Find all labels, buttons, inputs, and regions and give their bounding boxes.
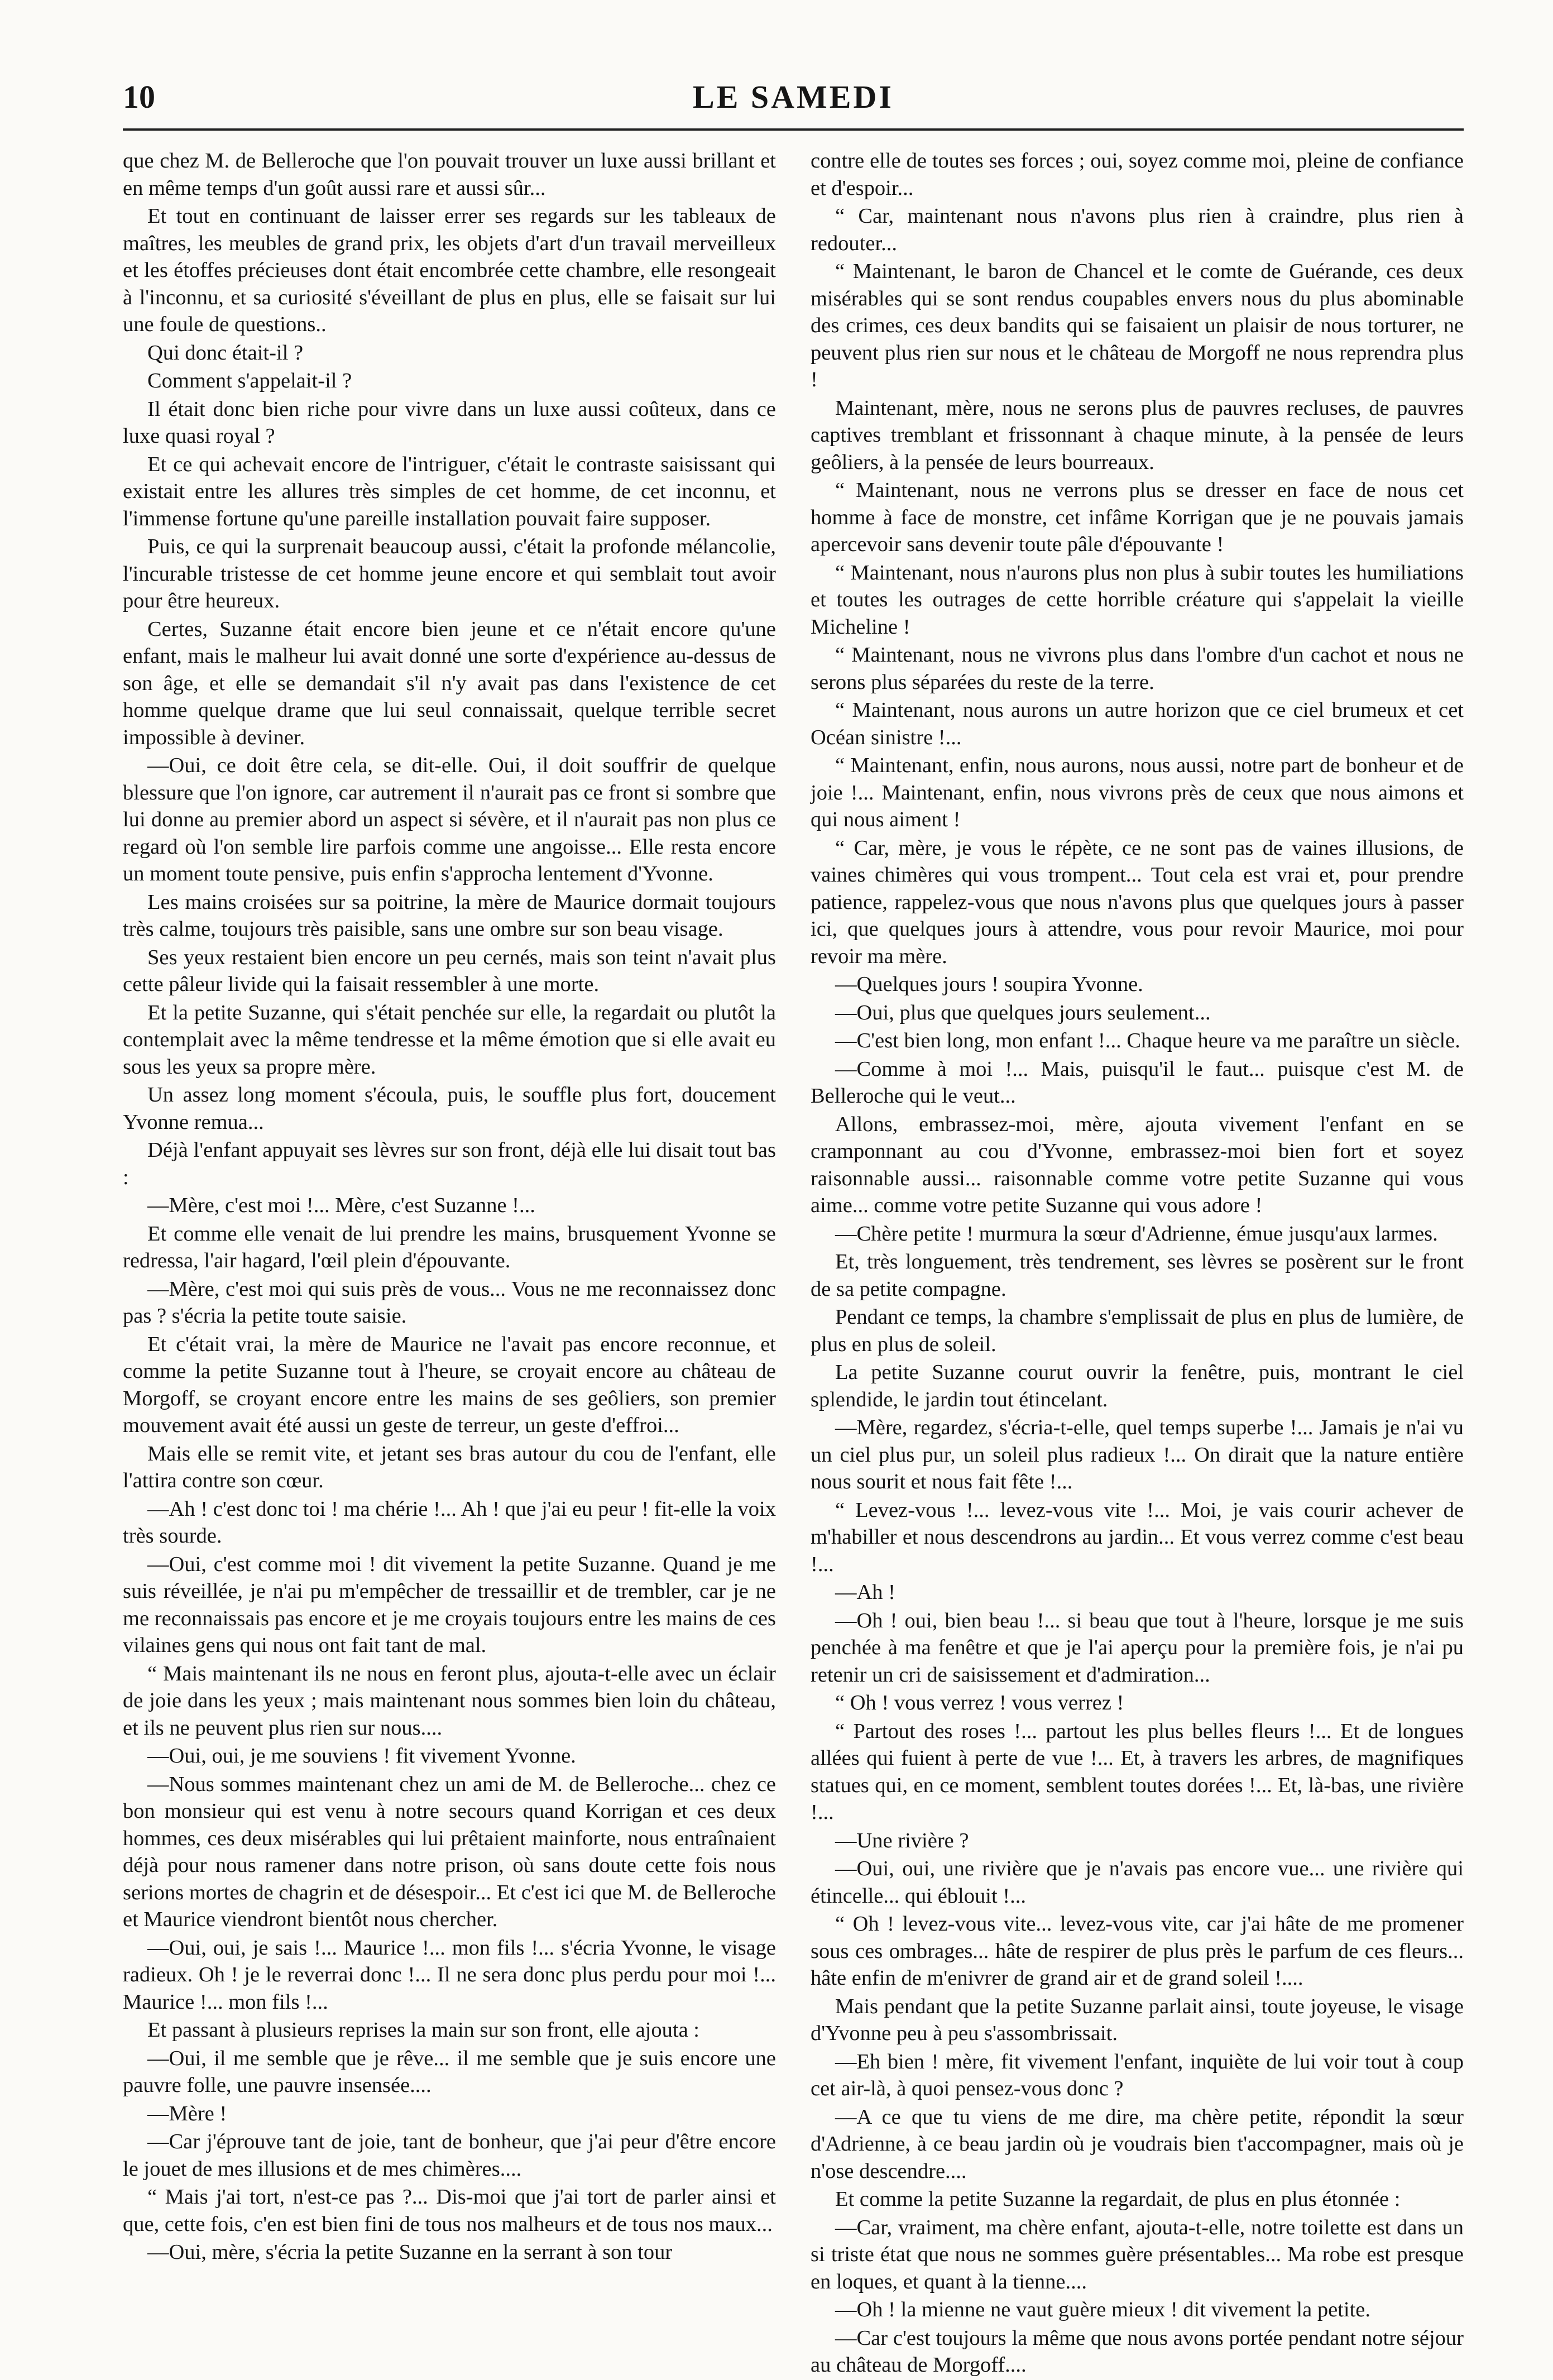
paragraph: Et comme elle venait de lui prendre les mains, brusquement Yvonne se redressa, l'air hagard, l'œil plein d'épouvante. xyxy=(123,1222,776,1272)
paragraph: —Car, vraiment, ma chère enfant, ajouta-t-elle, notre toilette est dans un si triste état que nous ne sommes guère présentables... Ma robe est presque en loques, et quant à la tienne.... xyxy=(811,2215,1464,2293)
paragraph: Qui donc était-il ? xyxy=(147,341,304,365)
paragraph: “ Levez-vous !... levez-vous vite !... Moi, je vais courir achever de m'habiller et nous descendrons au jardin... Et vous verrez comme c'est beau !... xyxy=(811,1498,1464,1576)
paragraph: —Mère, regardez, s'écria-t-elle, quel temps superbe !... Jamais je n'ai vu un ciel plus pur, un soleil plus radieux !... On dirait que la nature entière nous sourit et nous fait fête !... xyxy=(811,1416,1464,1493)
paragraph: “ Oh ! vous verrez ! vous verrez ! xyxy=(835,1691,1124,1715)
paragraph: que chez M. de Belleroche que l'on pouvait trouver un luxe aussi brillant et en même temps d'un goût aussi rare et aussi sûr... xyxy=(123,149,776,200)
paragraph: —A ce que tu viens de me dire, ma chère petite, répondit la sœur d'Adrienne, à ce beau jardin où je voudrais bien t'accompagner, mais où je n'ose descendre.... xyxy=(811,2105,1464,2183)
paragraph: —Oui, c'est comme moi ! dit vivement la petite Suzanne. Quand je me suis réveillée, je n'ai pu m'empêcher de tressaillir et de trembler, car je ne me reconnaissais pas encore et je me croyais toujours entre les mains de ces vilaines gens qui nous ont fait tant de mal. xyxy=(123,1552,776,1657)
paragraph: “ Maintenant, nous aurons un autre horizon que ce ciel brumeux et cet Océan sinistre !... xyxy=(811,698,1464,749)
paragraph: —Quelques jours ! soupira Yvonne. xyxy=(835,973,1143,996)
paragraph: —Comme à moi !... Mais, puisqu'il le faut... puisque c'est M. de Belleroche qui le veut... xyxy=(811,1057,1464,1108)
paragraph: —Ah ! c'est donc toi ! ma chérie !... Ah ! que j'ai eu peur ! fit-elle la voix très sourde. xyxy=(123,1497,776,1548)
paragraph: —Oui, plus que quelques jours seulement... xyxy=(835,1000,1211,1024)
paragraph: “ Maintenant, le baron de Chancel et le comte de Guérande, ces deux misérables qui se sont rendus coupables envers nous du plus abominable des crimes, ces deux bandits qui se faisaient un plaisir de nous torturer, ne peuvent plus rien sur nous et le château de Morgoff ne nous reprendra plus ! xyxy=(811,260,1464,391)
paragraph: —Nous sommes maintenant chez un ami de M. de Belleroche... chez ce bon monsieur qui est venu à notre secours quand Korrigan et ces deux hommes, ces deux misérables qui lui prêtaient mainforte, nous entraînaient déjà pour nous ramener dans notre prison, où sans doute cette fois nous serions mortes de chagrin et de désespoir... Et c'est ici que M. de Belleroche et Maurice viendront bientôt nous chercher. xyxy=(123,1772,776,1931)
paragraph: Un assez long moment s'écoula, puis, le souffle plus fort, doucement Yvonne remua... xyxy=(123,1083,776,1134)
paragraph: Et comme la petite Suzanne la regardait, de plus en plus étonnée : xyxy=(835,2187,1401,2211)
paragraph: “ Maintenant, nous ne verrons plus se dresser en face de nous cet homme à face de monstre, cet infâme Korrigan que je ne pouvais jamais apercevoir sans devenir toute pâle d'épouvante ! xyxy=(811,478,1464,556)
paragraph: contre elle de toutes ses forces ; oui, soyez comme moi, pleine de confiance et d'espoir... xyxy=(811,149,1464,200)
paragraph: —Eh bien ! mère, fit vivement l'enfant, inquiète de lui voir tout à coup cet air-là, à quoi pensez-vous donc ? xyxy=(811,2049,1464,2100)
paragraph: “ Maintenant, nous ne vivrons plus dans l'ombre d'un cachot et nous ne serons plus séparées du reste de la terre. xyxy=(811,643,1464,694)
paragraph: —Oh ! oui, bien beau !... si beau que tout à l'heure, lorsque je me suis penchée à ma fenêtre et que je l'ai aperçu pour la première fois, je n'ai pu retenir un cri de saisissement et d'admiration... xyxy=(811,1608,1464,1687)
paragraph: —Ah ! xyxy=(835,1581,895,1604)
paragraph: Maintenant, mère, nous ne serons plus de pauvres recluses, de pauvres captives tremblant et frissonnant à chaque minute, à la pensée de leurs geôliers, à la pensée de leurs bourreaux. xyxy=(811,396,1464,474)
text-columns xyxy=(123,147,1464,2380)
paragraph: —Oui, oui, je me souviens ! fit vivement Yvonne. xyxy=(147,1744,576,1768)
paragraph: “ Mais maintenant ils ne nous en feront plus, ajouta-t-elle avec un éclair de joie dans les yeux ; mais maintenant nous sommes bien loin du château, et ils ne peuvent plus rien sur nous.... xyxy=(123,1661,776,1740)
paragraph: —Oui, ce doit être cela, se dit-elle. Oui, il doit souffrir de quelque blessure que l'on ignore, car autrement il n'aurait pas ce front si sombre que lui donne au premier abord un aspect si sévère, et il n'aurait pas non plus ce regard où l'on semble lire parfois comme une angoisse... Elle resta encore un moment toute pensive, puis enfin s'approcha lentement d'Yvonne. xyxy=(123,754,776,885)
paragraph: —Oui, oui, je sais !... Maurice !... mon fils !... s'écria Yvonne, le visage radieux. Oh ! je le reverrai donc !... Il ne sera donc plus perdu pour moi !... Maurice !... mon fils !... xyxy=(123,1936,776,2014)
paragraph: —Oui, oui, une rivière que je n'avais pas encore vue... une rivière qui étincelle... qui éblouit !... xyxy=(811,1857,1464,1908)
paragraph: —Mère, c'est moi qui suis près de vous... Vous ne me reconnaissez donc pas ? s'écria la petite toute saisie. xyxy=(123,1277,776,1328)
paragraph: Pendant ce temps, la chambre s'emplissait de plus en plus de lumière, de plus en plus de soleil. xyxy=(811,1305,1464,1356)
paragraph: “ Oh ! levez-vous vite... levez-vous vite, car j'ai hâte de me promener sous ces ombrages... hâte de respirer de plus près le parfum de ces fleurs... hâte enfin de m'enivrer de grand air et de grand soleil !.... xyxy=(811,1912,1464,1990)
paragraph: —Car c'est toujours la même que nous avons portée pendant notre séjour au château de Morgoff.... xyxy=(811,2326,1464,2377)
paragraph: Et passant à plusieurs reprises la main sur son front, elle ajouta : xyxy=(147,2018,699,2042)
paragraph: —Mère, c'est moi !... Mère, c'est Suzanne !... xyxy=(147,1194,535,1217)
paragraph: Il était donc bien riche pour vivre dans un luxe aussi coûteux, dans ce luxe quasi royal ? xyxy=(123,397,776,448)
running-title: LE SAMEDI xyxy=(693,79,894,115)
right-column xyxy=(811,147,1464,2380)
paragraph: “ Mais j'ai tort, n'est-ce pas ?... Dis-moi que j'ai tort de parler ainsi et que, cette fois, c'en est bien fini de tous nos malheurs et de tous nos maux... xyxy=(123,2185,776,2236)
paragraph: Comment s'appelait-il ? xyxy=(147,369,352,392)
paragraph: Et la petite Suzanne, qui s'était penchée sur elle, la regardait ou plutôt la contemplait avec la même tendresse et la même émotion que si elle avait eu sous les yeux sa propre mère. xyxy=(123,1000,776,1079)
paragraph: Et c'était vrai, la mère de Maurice ne l'avait pas encore reconnue, et comme la petite Suzanne tout à l'heure, se croyait encore au château de Morgoff, se croyant encore entre les mains de ses geôliers, son premier mouvement avait été aussi un geste de terreur, un geste d'effroi... xyxy=(123,1332,776,1437)
left-column xyxy=(123,147,776,2380)
paragraph: —Oui, mère, s'écria la petite Suzanne en la serrant à son tour xyxy=(147,2240,673,2264)
paragraph: —Une rivière ? xyxy=(835,1828,969,1852)
paragraph: Mais pendant que la petite Suzanne parlait ainsi, toute joyeuse, le visage d'Yvonne peu à peu s'assombrissait. xyxy=(811,1994,1464,2045)
paragraph: —Mère ! xyxy=(147,2101,227,2125)
paragraph: La petite Suzanne courut ouvrir la fenêtre, puis, montrant le ciel splendide, le jardin tout étincelant. xyxy=(811,1361,1464,1411)
paragraph: “ Partout des roses !... partout les plus belles fleurs !... Et de longues allées qui fuient à perte de vue !... Et, à travers les arbres, de magnifiques statues qui, en ce moment, semblent toutes dorées !... Et, là-bas, une rivière !... xyxy=(811,1719,1464,1824)
paragraph: Allons, embrassez-moi, mère, ajouta vivement l'enfant en se cramponnant au cou d'Yvonne, embrassez-moi bien fort et soyez raisonnable aussi... raisonnable comme votre petite Suzanne qui vous aime... comme votre petite Suzanne qui vous adore ! xyxy=(811,1112,1464,1217)
paragraph: “ Maintenant, nous n'aurons plus non plus à subir toutes les humiliations et toutes les outrages de cette horrible créature qui s'appelait la vieille Micheline ! xyxy=(811,561,1464,639)
paragraph: —Chère petite ! murmura la sœur d'Adrienne, émue jusqu'aux larmes. xyxy=(835,1222,1438,1246)
paragraph: —Oui, il me semble que je rêve... il me semble que je suis encore une pauvre folle, une pauvre insensée.... xyxy=(123,2046,776,2097)
paragraph: —Car j'éprouve tant de joie, tant de bonheur, que j'ai peur d'être encore le jouet de mes illusions et de mes chimères.... xyxy=(123,2130,776,2181)
paragraph: Les mains croisées sur sa poitrine, la mère de Maurice dormait toujours très calme, toujours très paisible, sans une ombre sur son beau visage. xyxy=(123,890,776,941)
paragraph: Ses yeux restaient bien encore un peu cernés, mais son teint n'avait plus cette pâleur livide qui la faisait ressembler à une morte. xyxy=(123,945,776,996)
paragraph: Certes, Suzanne était encore bien jeune et ce n'était encore qu'une enfant, mais le malheur lui avait donné une sorte d'expérience au-dessus de son âge, et elle se demandait s'il n'y avait pas dans l'existence de cet homme quelque drame que lui seul connaissait, quelque terrible secret impossible à deviner. xyxy=(123,617,776,749)
paragraph: —Oh ! la mienne ne vaut guère mieux ! dit vivement la petite. xyxy=(835,2298,1370,2321)
page-header xyxy=(123,73,1464,131)
paragraph: “ Maintenant, enfin, nous aurons, nous aussi, notre part de bonheur et de joie !... Maintenant, enfin, nous vivrons près de ceux que nous aimons et qui nous aiment ! xyxy=(811,754,1464,831)
paragraph: Et, très longuement, très tendrement, ses lèvres se posèrent sur le front de sa petite compagne. xyxy=(811,1250,1464,1301)
paragraph: Et ce qui achevait encore de l'intriguer, c'était le contraste saisissant qui existait entre les allures très simples de cet homme, de cet inconnu, et l'immense fortune qu'une pareille installation pouvait faire supposer. xyxy=(123,452,776,530)
paragraph: Puis, ce qui la surprenait beaucoup aussi, c'était la profonde mélancolie, l'incurable tristesse de cet homme jeune encore et qui semblait tout avoir pour être heureux. xyxy=(123,535,776,612)
page-number: 10 xyxy=(123,79,155,115)
paragraph: “ Car, mère, je vous le répète, ce ne sont pas de vaines illusions, de vaines chimères qui vous trompent... Tout cela est vrai et, pour prendre patience, rappelez-vous que nous n'avons plus que quelques jours à passer ici, que quelques jours à attendre, vous pour revoir Maurice, moi pour revoir ma mère. xyxy=(811,836,1464,968)
paragraph: Mais elle se remit vite, et jetant ses bras autour du cou de l'enfant, elle l'attira contre son cœur. xyxy=(123,1442,776,1492)
paragraph: —C'est bien long, mon enfant !... Chaque heure va me paraître un siècle. xyxy=(835,1029,1460,1052)
paragraph: Déjà l'enfant appuyait ses lèvres sur son front, déjà elle lui disait tout bas : xyxy=(123,1138,776,1189)
paragraph: “ Car, maintenant nous n'avons plus rien à craindre, plus rien à redouter... xyxy=(811,204,1464,255)
paragraph: Et tout en continuant de laisser errer ses regards sur les tableaux de maîtres, les meubles de grand prix, les objets d'art d'un travail merveilleux et les étoffes précieuses dont était encombrée cette chambre, elle resongeait à l'inconnu, et sa curiosité s'éveillant de plus en plus, elle se faisait sur lui une foule de questions.. xyxy=(123,204,776,336)
